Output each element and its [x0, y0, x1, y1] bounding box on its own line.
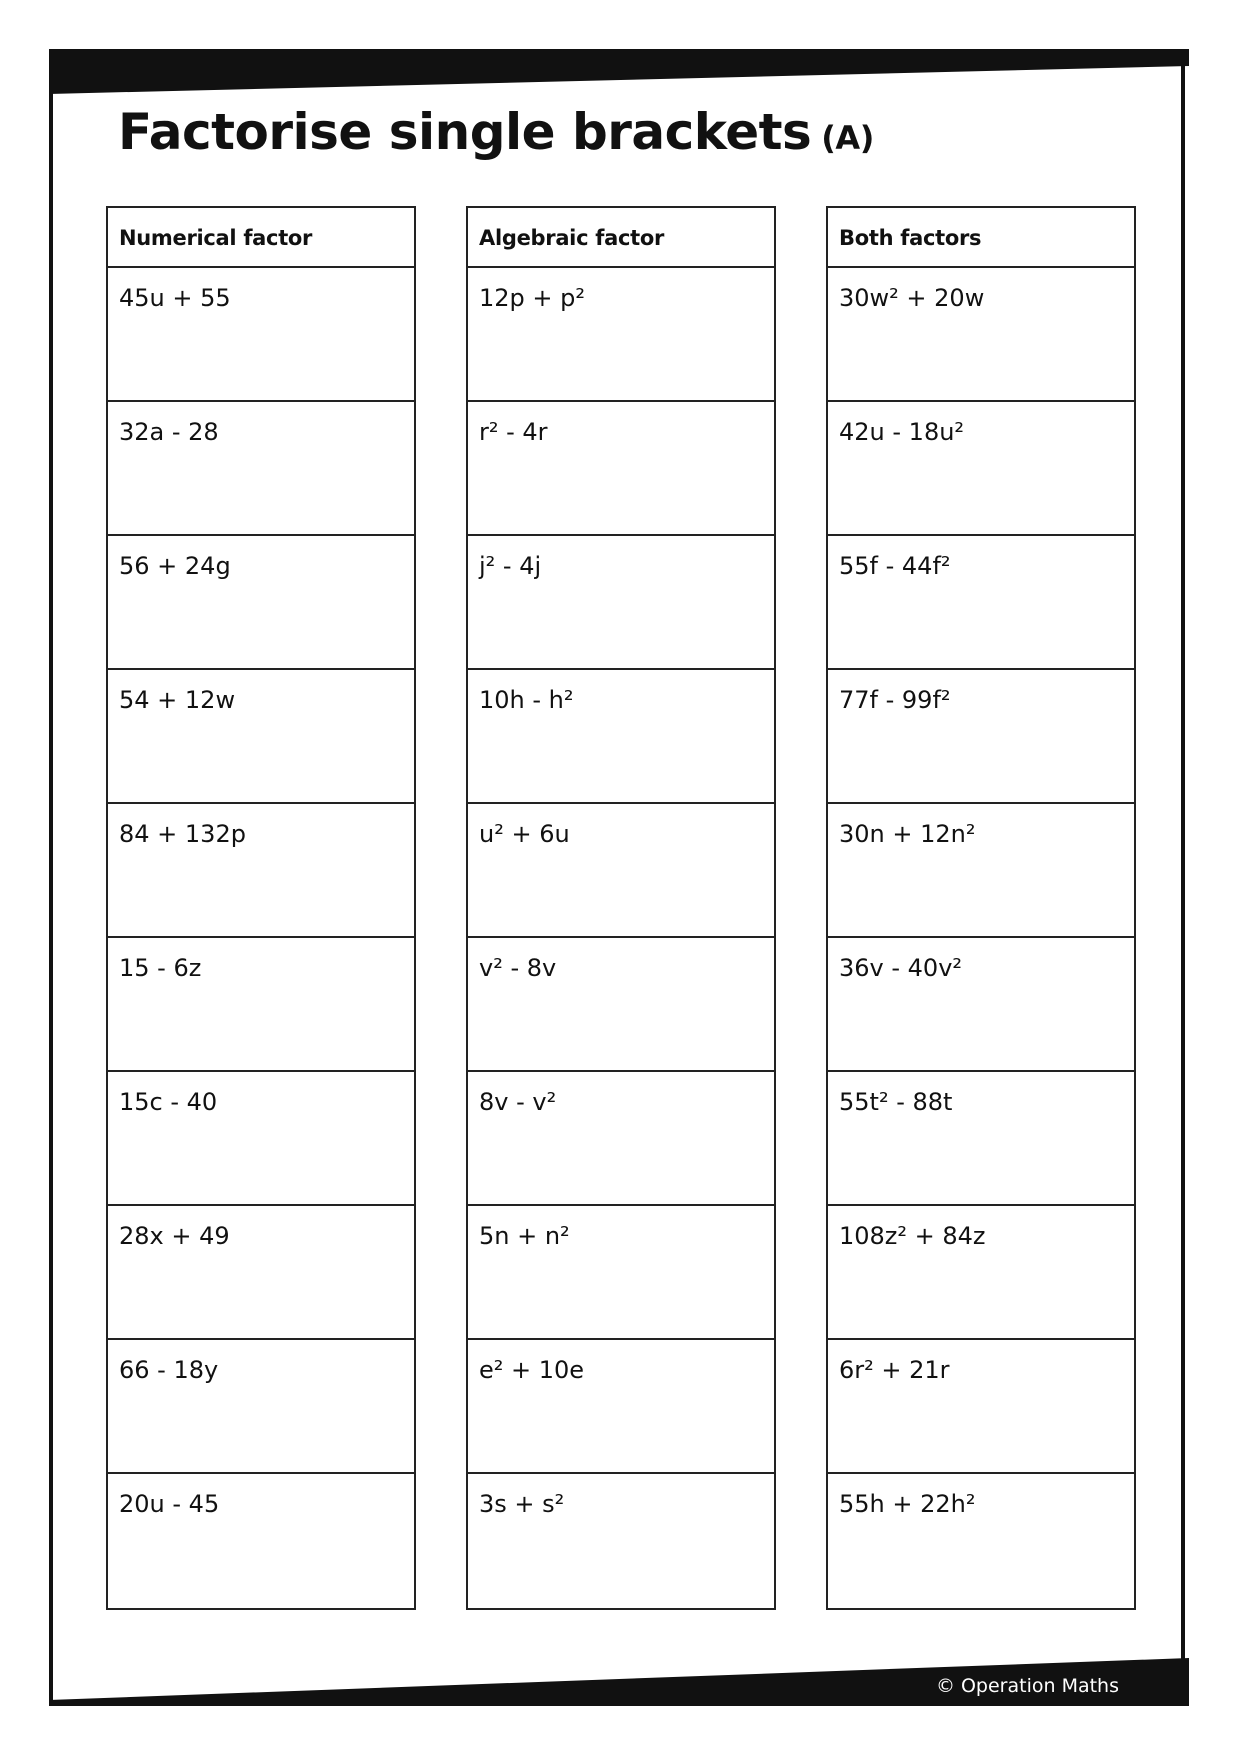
- problem-cell[interactable]: 6r² + 21r: [828, 1340, 1134, 1474]
- page-title: [118, 103, 874, 161]
- problem-cell[interactable]: 56 + 24g: [108, 536, 414, 670]
- problem-cell[interactable]: 15 - 6z: [108, 938, 414, 1072]
- column-algebraic-factor: [466, 206, 776, 1610]
- copyright-footer: © Operation Maths: [935, 1675, 1119, 1697]
- problem-cell[interactable]: 10h - h²: [468, 670, 774, 804]
- problem-cell[interactable]: 54 + 12w: [108, 670, 414, 804]
- title-suffix: (A): [821, 119, 874, 157]
- problem-cell[interactable]: 45u + 55: [108, 268, 414, 402]
- problem-cell[interactable]: 42u - 18u²: [828, 402, 1134, 536]
- problem-cell[interactable]: u² + 6u: [468, 804, 774, 938]
- problem-cell[interactable]: 84 + 132p: [108, 804, 414, 938]
- column-header: Algebraic factor: [468, 208, 774, 268]
- problem-cell[interactable]: 36v - 40v²: [828, 938, 1134, 1072]
- column-both-factors: [826, 206, 1136, 1610]
- problem-cell[interactable]: 5n + n²: [468, 1206, 774, 1340]
- problem-cell[interactable]: r² - 4r: [468, 402, 774, 536]
- problem-cell[interactable]: 66 - 18y: [108, 1340, 414, 1474]
- problem-cell[interactable]: 55h + 22h²: [839, 1490, 976, 1518]
- title-main: Factorise single brackets: [118, 103, 812, 161]
- problem-cell[interactable]: 77f - 99f²: [828, 670, 1134, 804]
- column-header: Numerical factor: [108, 208, 414, 268]
- problem-cell[interactable]: 20u - 45: [119, 1490, 220, 1518]
- problem-cell[interactable]: 28x + 49: [108, 1206, 414, 1340]
- problem-cell[interactable]: 32a - 28: [108, 402, 414, 536]
- column-numerical-factor: [106, 206, 416, 1610]
- problem-cell[interactable]: 108z² + 84z: [828, 1206, 1134, 1340]
- problem-cell[interactable]: 12p + p²: [468, 268, 774, 402]
- problem-cell[interactable]: v² - 8v: [468, 938, 774, 1072]
- problem-cell[interactable]: e² + 10e: [468, 1340, 774, 1474]
- problem-cell[interactable]: 15c - 40: [108, 1072, 414, 1206]
- problem-cell[interactable]: 30w² + 20w: [828, 268, 1134, 402]
- problem-cell[interactable]: 8v - v²: [468, 1072, 774, 1206]
- problem-cell[interactable]: 30n + 12n²: [828, 804, 1134, 938]
- problem-cell[interactable]: j² - 4j: [468, 536, 774, 670]
- problem-cell[interactable]: 55t² - 88t: [828, 1072, 1134, 1206]
- problem-cell[interactable]: 3s + s²: [479, 1490, 565, 1518]
- column-header: Both factors: [828, 208, 1134, 268]
- problem-cell[interactable]: 55f - 44f²: [828, 536, 1134, 670]
